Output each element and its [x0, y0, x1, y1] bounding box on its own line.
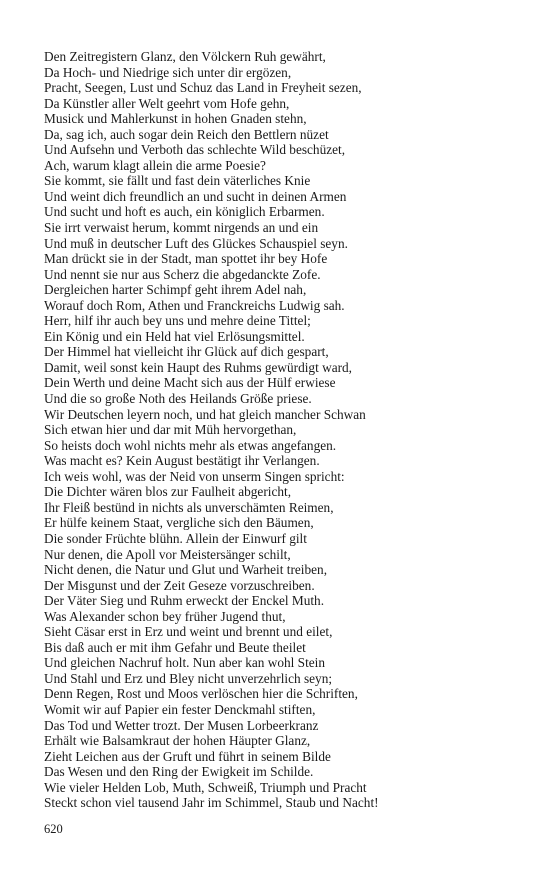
poem-line: Und gleichen Nachruf holt. Nun aber kan wohl Stein — [44, 655, 326, 671]
poem-line: Wir Deutschen leyern noch, und hat gleich mancher Schwan — [44, 406, 366, 422]
poem-line: Was macht es? Kein August bestätigt ihr Verlangen. — [44, 453, 320, 469]
poem-line: Und muß in deutscher Luft des Glückes Schauspiel seyn. — [44, 235, 348, 251]
poem-line: Der Himmel hat vielleicht ihr Glück auf dich gespart, — [44, 344, 329, 360]
poem-line: Nur denen, die Apoll vor Meistersänger schilt, — [44, 546, 291, 562]
poem-line: Den Zeitregistern Glanz, den Völckern Ruh gewährt, — [44, 49, 326, 64]
poem-line: Damit, weil sonst kein Haupt des Ruhms gewürdigt ward, — [44, 359, 353, 375]
poem-text — [44, 49, 544, 811]
poem-line: Zieht Leichen aus der Gruft und führt in seinem Bilde — [44, 748, 331, 764]
poem-line: Ach, warum klagt allein die arme Poesie? — [44, 157, 266, 173]
poem-line: Ihr Fleiß bestünd in nichts als unverschämten Reimen, — [44, 499, 334, 515]
poem-line: Das Wesen und den Ring der Ewigkeit im Schilde. — [44, 764, 314, 780]
poem-line: Sie irrt verwaist herum, kommt nirgends an und ein — [44, 220, 319, 236]
poem-line: Nicht denen, die Natur und Glut und Warheit treiben, — [44, 562, 328, 578]
poem-line: Sie kommt, sie fällt und fast dein väterliches Knie — [44, 173, 311, 189]
poem-line: Sieht Cäsar erst in Erz und weint und brennt und eilet, — [44, 624, 333, 640]
poem-line: Pracht, Seegen, Lust und Schuz das Land in Freyheit sezen, — [44, 80, 362, 96]
poem-line: Die sonder Früchte blühn. Allein der Einwurf gilt — [44, 530, 307, 546]
poem-line: Da Hoch- und Niedrige sich unter dir ergözen, — [44, 64, 292, 80]
poem-line: Und sucht und hoft es auch, ein königlich Erbarmen. — [44, 204, 325, 220]
poem-line: Ein König und ein Held hat viel Erlösungsmittel. — [44, 328, 305, 344]
poem-line: Musick und Mahlerkunst in hohen Gnaden stehn, — [44, 111, 307, 127]
poem-line: Denn Regen, Rost und Moos verlöschen hier die Schriften, — [44, 686, 358, 702]
poem-line: Dergleichen harter Schimpf geht ihrem Adel nah, — [44, 282, 307, 298]
poem-line: Wie vieler Helden Lob, Muth, Schweiß, Triumph und Pracht — [44, 779, 367, 795]
poem-line: Man drückt sie in der Stadt, man spottet ihr bey Hofe — [44, 251, 328, 267]
poem-line: Erhält wie Balsamkraut der hohen Häupter Glanz, — [44, 733, 311, 749]
poem-line: Der Väter Sieg und Ruhm erweckt der Enckel Muth. — [44, 593, 325, 609]
poem-line: Ich weis wohl, was der Neid von unserm Singen spricht: — [44, 468, 345, 484]
poem-line: Herr, hilf ihr auch bey uns und mehre deine Tittel; — [44, 313, 311, 329]
poem-line: Steckt schon viel tausend Jahr im Schimmel, Staub und Nacht! — [44, 795, 379, 811]
poem-line: Da, sag ich, auch sogar dein Reich den Bettlern nüzet — [44, 126, 329, 142]
poem-line: Da Künstler aller Welt geehrt vom Hofe gehn, — [44, 95, 290, 111]
poem-line: Womit wir auf Papier ein fester Denckmahl stiften, — [44, 701, 316, 717]
poem-line: Und weint dich freundlich an und sucht in deinen Armen — [44, 188, 347, 204]
page-number: 620 — [44, 822, 63, 836]
poem-line: Das Tod und Wetter trozt. Der Musen Lorbeerkranz — [44, 717, 319, 733]
poem-line: Die Dichter wären blos zur Faulheit abgericht, — [44, 484, 292, 500]
poem-line: Und die so große Noth des Heilands Größe priese. — [44, 391, 312, 407]
poem-line: Der Misgunst und der Zeit Geseze vorzuschreiben. — [44, 577, 315, 593]
poem-line: Und Stahl und Erz und Bley nicht unverzehrlich seyn; — [44, 670, 333, 686]
poem-line: Sich etwan hier und dar mit Müh hervorgethan, — [44, 422, 297, 438]
poem-line: Und nennt sie nur aus Scherz die abgedanckte Zofe. — [44, 266, 321, 282]
poem-line: Und Aufsehn und Verboth das schlechte Wild beschüzet, — [44, 142, 346, 158]
poem-line: So heists doch wohl nichts mehr als etwas angefangen. — [44, 437, 337, 453]
poem-line: Bis daß auch er mit ihm Gefahr und Beute theilet — [44, 639, 306, 655]
poem-line: Was Alexander schon bey früher Jugend thut, — [44, 608, 286, 624]
poem-line: Worauf doch Rom, Athen und Franckreichs Ludwig sah. — [44, 297, 345, 313]
poem-line: Dein Werth und deine Macht sich aus der Hülf erwiese — [44, 375, 336, 391]
poem-line: Er hülfe keinem Staat, vergliche sich den Bäumen, — [44, 515, 314, 531]
